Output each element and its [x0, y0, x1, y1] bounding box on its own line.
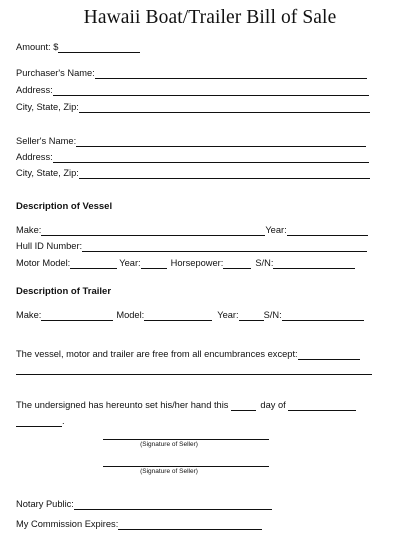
vessel-make-field[interactable]	[41, 226, 265, 236]
motor-row	[16, 258, 355, 269]
trailer-sn-label: S/N:	[263, 310, 282, 320]
seller-signature-line-2[interactable]	[103, 466, 269, 467]
seller-city-label: City, State, Zip:	[16, 168, 79, 178]
purchaser-name-row	[16, 68, 367, 79]
seller-city-row	[16, 168, 370, 179]
notary-row	[16, 499, 272, 510]
trailer-model-label: Model:	[116, 310, 145, 320]
encumbrance-field-2[interactable]	[16, 365, 372, 375]
encumbrance-row	[16, 349, 360, 360]
encumbrance-field[interactable]	[298, 350, 360, 360]
hull-row	[16, 241, 367, 252]
motor-sn-label: S/N:	[255, 258, 274, 268]
motor-sn-field[interactable]	[273, 259, 355, 269]
signature-text-part1: The undersigned has hereunto set his/her hand this	[16, 400, 229, 410]
signature-text-end: .	[62, 416, 65, 426]
trailer-make-field[interactable]	[41, 311, 113, 321]
vessel-year-label: Year:	[265, 225, 287, 235]
seller-name-label: Seller's Name:	[16, 136, 77, 146]
year-row	[16, 416, 65, 427]
encumbrance-row-2	[16, 365, 372, 375]
signature-statement-row	[16, 400, 356, 411]
commission-label: My Commission Expires:	[16, 519, 119, 529]
seller-address-field[interactable]	[53, 153, 369, 163]
vessel-make-row	[16, 225, 368, 236]
seller-signature-line-1[interactable]	[103, 439, 269, 440]
purchaser-city-field[interactable]	[79, 103, 370, 113]
amount-row	[16, 42, 140, 53]
horsepower-field[interactable]	[223, 259, 251, 269]
hull-label: Hull ID Number:	[16, 241, 83, 251]
seller-signature-label-2: (Signature of Seller)	[140, 468, 198, 475]
vessel-heading: Description of Vessel	[16, 201, 113, 212]
seller-address-row	[16, 152, 369, 163]
motor-year-label: Year:	[119, 258, 141, 268]
vessel-year-field[interactable]	[287, 226, 368, 236]
purchaser-address-label: Address:	[16, 85, 53, 95]
vessel-make-label: Make:	[16, 225, 42, 235]
seller-city-field[interactable]	[79, 169, 370, 179]
amount-label: Amount: $	[16, 42, 59, 52]
motor-year-field[interactable]	[141, 259, 167, 269]
purchaser-city-row	[16, 102, 370, 113]
month-field[interactable]	[288, 401, 356, 411]
trailer-sn-field[interactable]	[282, 311, 364, 321]
hull-field[interactable]	[82, 242, 367, 252]
signature-text-part2: day of	[260, 400, 286, 410]
purchaser-name-label: Purchaser's Name:	[16, 68, 95, 78]
trailer-make-label: Make:	[16, 310, 42, 320]
trailer-model-field[interactable]	[144, 311, 212, 321]
seller-signature-label-1: (Signature of Seller)	[140, 441, 198, 448]
day-field[interactable]	[231, 401, 256, 411]
year-field[interactable]	[16, 417, 62, 427]
motor-model-label: Motor Model:	[16, 258, 71, 268]
amount-field[interactable]	[58, 43, 140, 53]
notary-label: Notary Public:	[16, 499, 74, 509]
purchaser-name-field[interactable]	[95, 69, 367, 79]
seller-name-row	[16, 136, 366, 147]
horsepower-label: Horsepower:	[170, 258, 224, 268]
trailer-row	[16, 310, 364, 321]
seller-name-field[interactable]	[76, 137, 366, 147]
trailer-year-label: Year:	[217, 310, 239, 320]
purchaser-city-label: City, State, Zip:	[16, 102, 79, 112]
purchaser-address-row	[16, 85, 369, 96]
commission-row	[16, 519, 262, 530]
trailer-year-field[interactable]	[239, 311, 264, 321]
encumbrance-text: The vessel, motor and trailer are free from all encumbrances except:	[16, 349, 298, 359]
commission-field[interactable]	[118, 520, 262, 530]
notary-field[interactable]	[74, 500, 272, 510]
purchaser-address-field[interactable]	[53, 86, 369, 96]
seller-address-label: Address:	[16, 152, 53, 162]
page-title: Hawaii Boat/Trailer Bill of Sale	[83, 7, 337, 28]
motor-model-field[interactable]	[70, 259, 117, 269]
trailer-heading: Description of Trailer	[16, 286, 112, 297]
